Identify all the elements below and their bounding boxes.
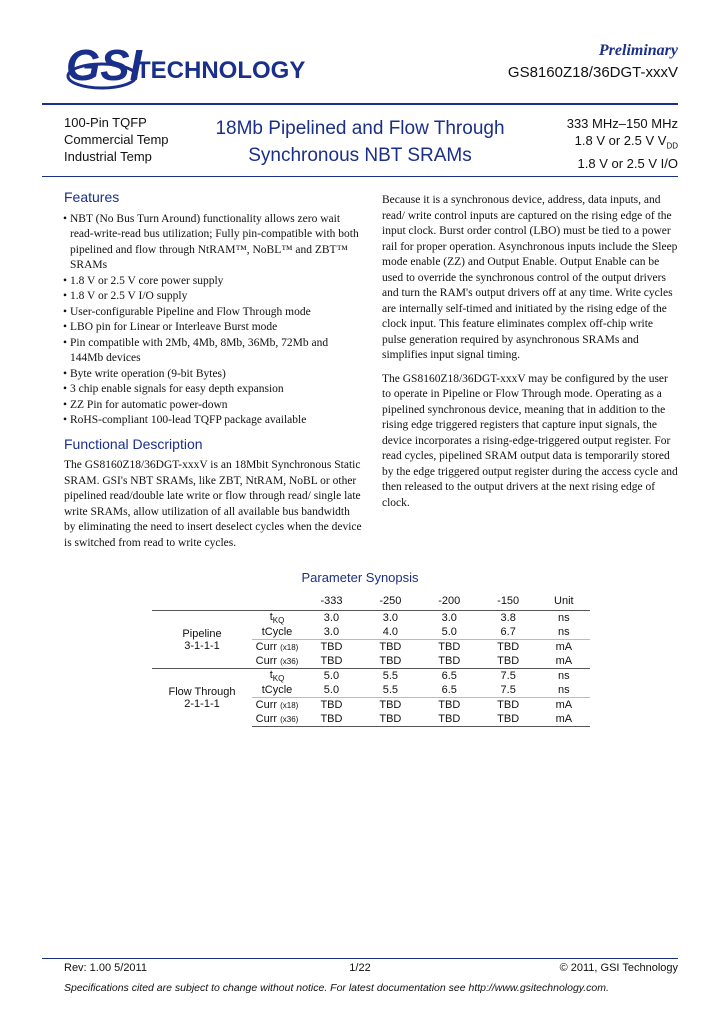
- list-item: • LBO pin for Linear or Interleave Burst mode: [64, 320, 362, 336]
- list-item: • 1.8 V or 2.5 V I/O supply: [64, 289, 362, 305]
- col-header: -333: [320, 595, 343, 607]
- spec-summary: [567, 115, 678, 172]
- title-line: Synchronous NBT SRAMs: [248, 145, 472, 166]
- table-cell: 5.0: [323, 684, 340, 697]
- table-cell: tCycle: [261, 684, 293, 697]
- package-line: Industrial Temp: [64, 149, 152, 164]
- header-rule: [42, 103, 678, 105]
- table-cell: TBD: [302, 698, 361, 713]
- table-cell: 6.7: [500, 626, 516, 639]
- table-header-row: [152, 592, 590, 611]
- table-cell: ns: [558, 684, 570, 697]
- table-cell: TBD: [420, 640, 479, 655]
- table-cell: mA: [555, 655, 573, 668]
- table-row: [152, 611, 590, 626]
- package-line: Commercial Temp: [64, 132, 169, 147]
- footer-note: Specifications cited are subject to change without notice. For latest documentation see http://www.gsitechnology.com.: [64, 982, 609, 994]
- table-cell: TBD: [479, 712, 538, 727]
- table-cell: TBD: [379, 655, 402, 668]
- copyright: © 2011, GSI Technology: [559, 962, 678, 974]
- table-cell: ns: [558, 626, 570, 639]
- table-cell: TBD: [302, 712, 361, 727]
- table-cell: TBD: [302, 640, 361, 655]
- paragraph: Because it is a synchronous device, address, data inputs, and read/ write control inputs are captured on the rising edge of the input clock. Burst order control (LBO) must be tied to a power rail for proper operation. Asynchronous inputs include the Sleep mode enable (ZZ) and Output Enable. Output Enable can be used to override the synchronous control of the output drivers and turn the RAM's output drivers off at any time. Write cycles are internally self-timed and initiated by the rising edge of the clock input. This feature eliminates complex off-chip write pulse generation required by asynchronous SRAMs and simplifies input signal timing.: [382, 194, 678, 361]
- table-cell: TBD: [420, 698, 479, 713]
- vdd-spec: 1.8 V or 2.5 V $V_{DD}$: [574, 133, 678, 151]
- table-cell: ns: [538, 611, 590, 626]
- table-cell: Curr (x36): [252, 712, 302, 727]
- footer-rule: [42, 958, 678, 959]
- package-line: 100-Pin TQFP: [64, 115, 147, 130]
- table-cell: $t_{KQ}$: [252, 611, 302, 626]
- page-number: 1/22: [349, 962, 371, 974]
- list-item: • User-configurable Pipeline and Flow Through mode: [64, 305, 362, 321]
- frequency: 333 MHz–150 MHz: [566, 116, 678, 131]
- table-cell: mA: [538, 640, 590, 655]
- table-cell: Curr (x18): [252, 640, 302, 655]
- table-cell: TBD: [479, 640, 538, 655]
- table-cell: 5.5: [361, 669, 420, 684]
- table-cell: 7.5: [479, 669, 538, 684]
- table-cell: 5.0: [302, 669, 361, 684]
- features-heading: Features: [64, 189, 120, 205]
- group-label-pipeline: Pipeline 3-1-1-1: [152, 611, 252, 669]
- features-list: [64, 212, 362, 429]
- table-cell: 6.5: [420, 669, 479, 684]
- paragraph: The GS8160Z18/36DGT-xxxV may be configured by the user to operate in Pipeline or Flow Through mode. Operating as a pipelined synchronous device, meaning that in addition to the rising edge triggered registers that capture input signals, the device incorporates a rising-edge-triggered output register. For read cycles, pipelined SRAM output data is temporarily stored by the edge triggered output register during the access cycle and then released to the output drivers at the next rising edge of clock.: [382, 372, 678, 509]
- table-cell: Curr (x18): [252, 698, 302, 713]
- status-label: Preliminary: [598, 42, 678, 59]
- table-cell: Curr (x36): [255, 655, 299, 668]
- revision: Rev: 1.00 5/2011: [64, 962, 147, 974]
- list-item: • Byte write operation (9-bit Bytes): [64, 367, 362, 383]
- col-header: -200: [438, 595, 461, 607]
- vio-spec: 1.8 V or 2.5 V I/O: [577, 155, 678, 171]
- list-item: • Pin compatible with 2Mb, 4Mb, 8Mb, 36Mb, 72Mb and 144Mb devices: [64, 336, 362, 367]
- logo-gsi: GSI: [66, 41, 142, 90]
- table-cell: 3.0: [323, 626, 340, 639]
- left-column: [64, 190, 362, 559]
- table-cell: tCycle: [261, 626, 293, 639]
- list-item: • ZZ Pin for automatic power-down: [64, 398, 362, 414]
- table-cell: TBD: [361, 640, 420, 655]
- table-cell: mA: [538, 698, 590, 713]
- table-cell: 3.0: [361, 611, 420, 626]
- title-line: 18Mb Pipelined and Flow Through: [215, 118, 505, 139]
- gsi-technology-logo: [62, 30, 306, 102]
- col-header: Unit: [554, 595, 574, 607]
- table-cell: $t_{KQ}$: [252, 669, 302, 684]
- table-cell: 3.8: [479, 611, 538, 626]
- table-cell: TBD: [479, 698, 538, 713]
- table-cell: mA: [538, 712, 590, 727]
- table-cell: TBD: [361, 712, 420, 727]
- table-cell: TBD: [361, 698, 420, 713]
- list-item: • 3 chip enable signals for easy depth expansion: [64, 382, 362, 398]
- table-cell: 3.0: [302, 611, 361, 626]
- table-cell: 5.5: [382, 684, 398, 697]
- title-rule: [42, 176, 678, 177]
- table-cell: TBD: [420, 712, 479, 727]
- logo-technology: TECHNOLOGY: [136, 57, 306, 84]
- list-item: • 1.8 V or 2.5 V core power supply: [64, 274, 362, 290]
- list-item: • NBT (No Bus Turn Around) functionality allows zero wait read-write-read bus utilization; Fully pin-compatible with both pipelined and flow through NtRAM™, NoBL™ and ZBT™ SRAMs: [64, 212, 362, 274]
- table-cell: 7.5: [500, 684, 516, 697]
- synopsis-table: [152, 592, 590, 727]
- functional-heading: Functional Description: [64, 435, 203, 452]
- right-column: [382, 193, 678, 519]
- table-row: [152, 669, 590, 684]
- table-cell: TBD: [497, 655, 520, 668]
- synopsis-title: Parameter Synopsis: [301, 570, 419, 585]
- functional-paragraph: The GS8160Z18/36DGT-xxxV is an 18Mbit Synchronous Static SRAM. GSI's NBT SRAMs, like ZBT, NtRAM, NoBL or other pipelined read/double late write or flow through read/ single late write SRAMs, allow utilization of all available bus bandwidth by eliminating the need to insert deselect cycles when the device is switched from read to write cycles.: [64, 459, 362, 549]
- table-cell: 5.0: [441, 626, 457, 639]
- table-cell: 3.0: [420, 611, 479, 626]
- group-label-flow-through: Flow Through 2-1-1-1: [152, 669, 252, 727]
- table-cell: ns: [538, 669, 590, 684]
- part-number: GS8160Z18/36DGT-xxxV: [507, 64, 678, 81]
- table-cell: 6.5: [441, 684, 457, 697]
- col-header: -250: [379, 595, 402, 607]
- table-cell: 4.0: [382, 626, 398, 639]
- table-cell: TBD: [438, 655, 461, 668]
- table-cell: TBD: [320, 655, 343, 668]
- list-item: • RoHS-compliant 100-lead TQFP package available: [64, 413, 362, 429]
- col-header: -150: [497, 595, 520, 607]
